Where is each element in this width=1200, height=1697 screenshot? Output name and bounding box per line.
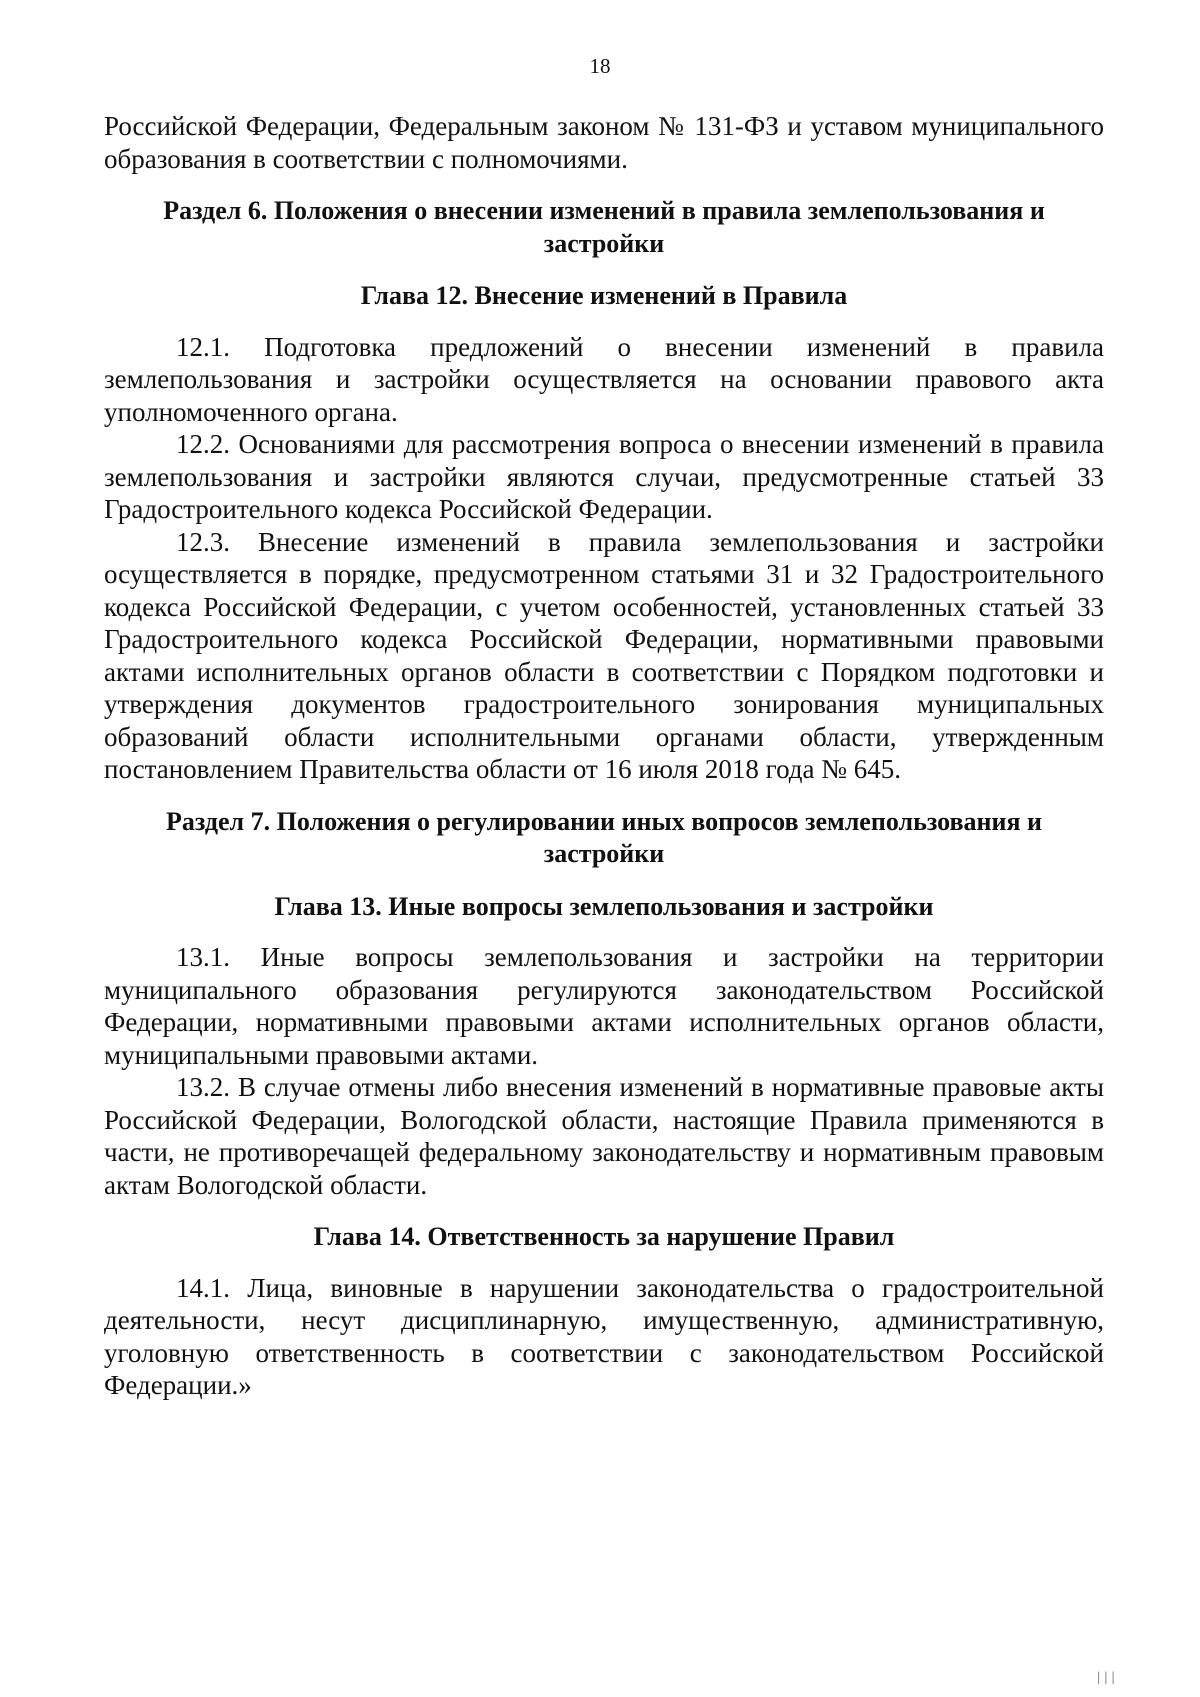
section-6-heading: Раздел 6. Положения о внесении изменений в правила землепользования и застройки: [163, 196, 1045, 258]
paragraph-13-1: 13.1. Иные вопросы землепользования и застройки на территории муниципального образования регулируются законодательством Российской Федерации, нормативными правовыми актами исполнительных органов области, муниципальными правовыми актами.: [104, 942, 1104, 1070]
page-number: 18: [589, 54, 611, 78]
document-body: [104, 110, 1104, 1402]
chapter-14-heading: Глава 14. Ответственность за нарушение Правил: [313, 1222, 895, 1251]
paragraph-12-3: 12.3. Внесение изменений в правила землепользования и застройки осуществляется в порядке, предусмотренном статьями 31 и 32 Градостроительного кодекса Российской Федерации, с учетом особенностей, установленных статьей 33 Градостроительного кодекса Российской Федерации, нормативными правовыми актами исполнительных органов области в соответствии с Порядком подготовки и утверждения документов градостроительного зонирования муниципальных образований области исполнительными органами области, утвержденным постановлением Правительства области от 16 июля 2018 года № 645.: [104, 526, 1104, 784]
chapter-12-heading: Глава 12. Внесение изменений в Правила: [360, 281, 848, 310]
section-7-heading: Раздел 7. Положения о регулировании иных вопросов землепользования и застройки: [165, 806, 1043, 868]
scan-artifact-mark: |||: [1095, 1670, 1117, 1684]
paragraph-12-1: 12.1. Подготовка предложений о внесении изменений в правила землепользования и застройки осуществляется на основании правового акта уполномоченного органа.: [104, 331, 1104, 427]
paragraph-12-2: 12.2. Основаниями для рассмотрения вопроса о внесении изменений в правила землепользования и застройки являются случаи, предусмотренные статьей 33 Градостроительного кодекса Российской Федерации.: [104, 429, 1104, 524]
chapter-13-heading: Глава 13. Иные вопросы землепользования и застройки: [274, 891, 934, 921]
paragraph-13-2: 13.2. В случае отмены либо внесения изменений в нормативные правовые акты Российской Федерации, Вологодской области, настоящие Правила применяются в части, не противоречащей федеральному законодательству и нормативным правовым актам Вологодской области.: [104, 1072, 1104, 1200]
paragraph-14-1: 14.1. Лица, виновные в нарушении законодательства о градостроительной деятельности, несут дисциплинарную, имущественную, административную, уголовную ответственность в соответствии с законодательством Российской Федерации.»: [104, 1272, 1104, 1400]
intro-paragraph: Российской Федерации, Федеральным законом № 131-ФЗ и уставом муниципального образования в соответствии с полномочиями.: [104, 111, 1104, 174]
